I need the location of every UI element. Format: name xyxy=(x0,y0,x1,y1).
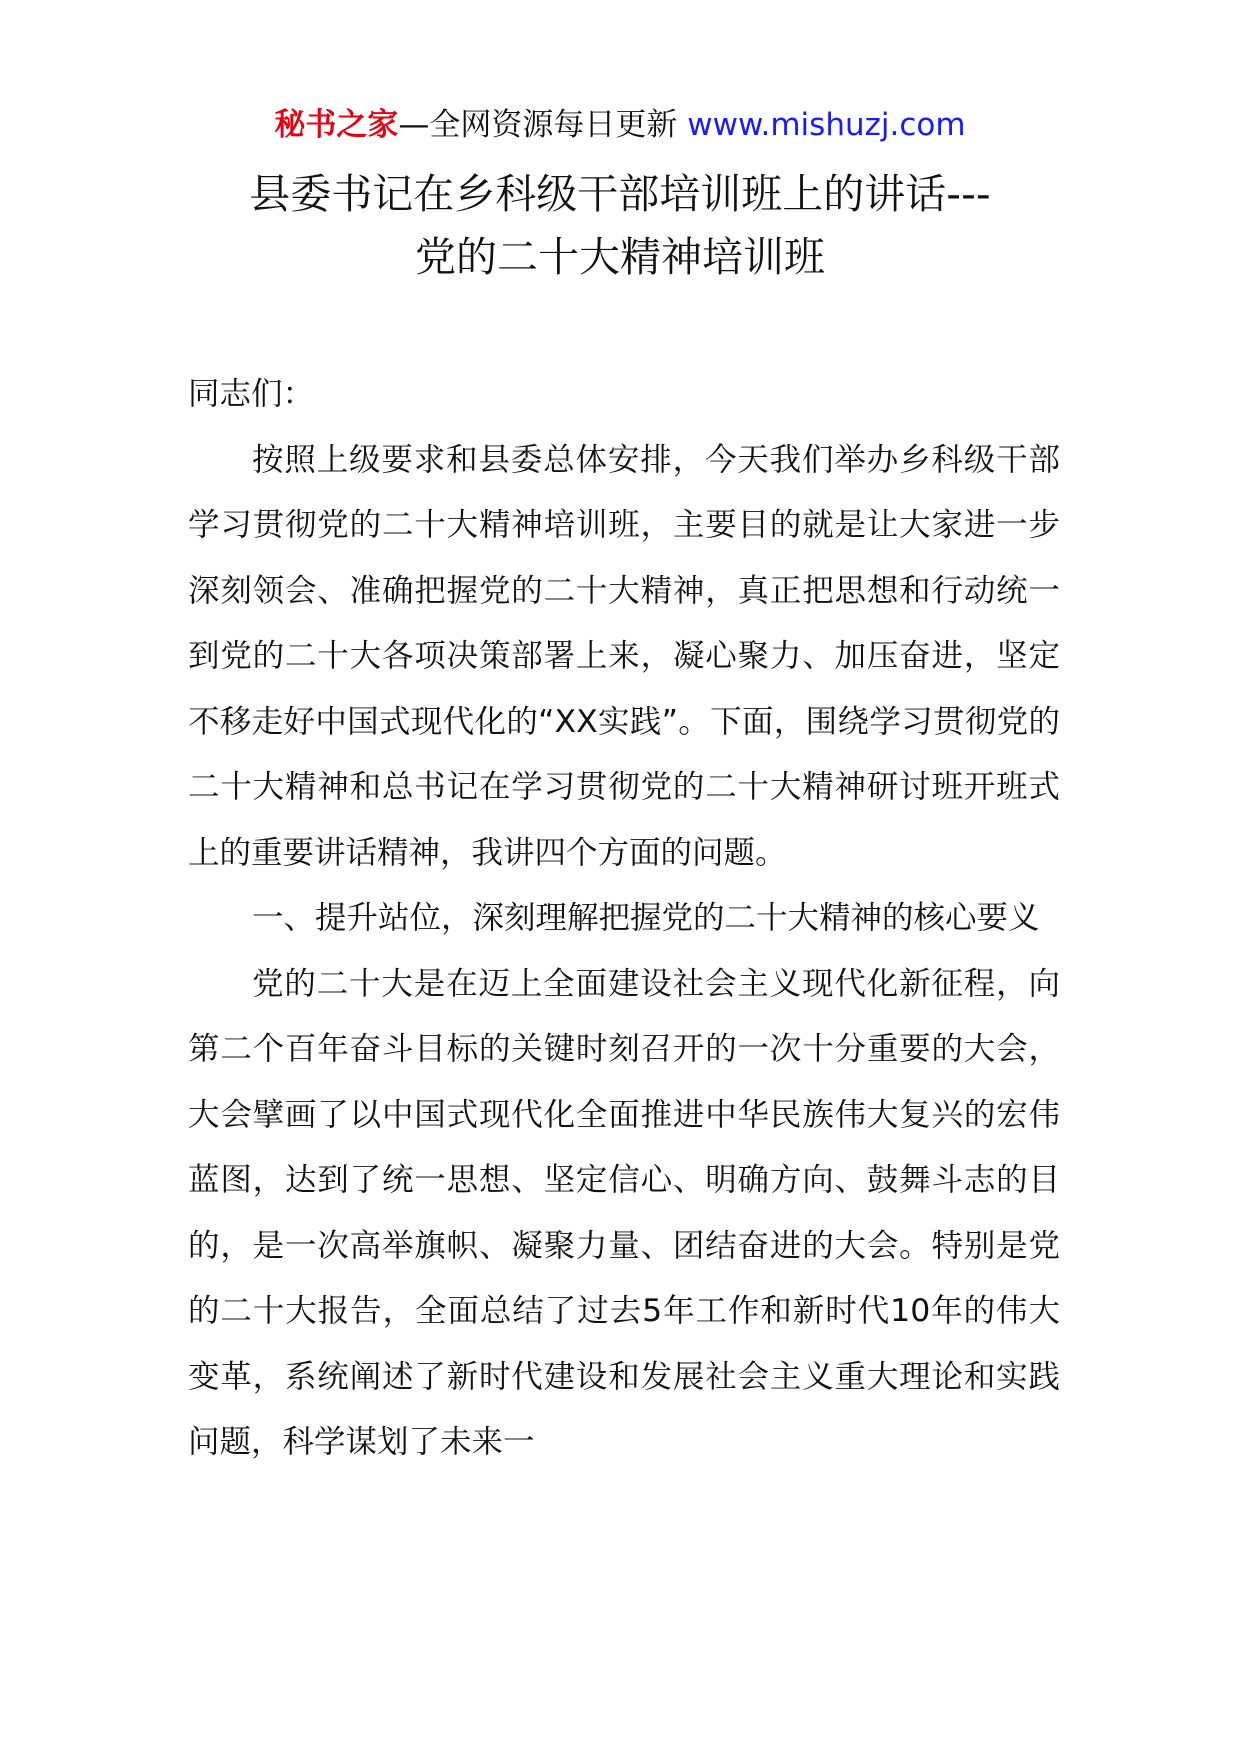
brand-name: 秘书之家 xyxy=(274,107,399,143)
section-heading-1: 一、提升站位，深刻理解把握党的二十大精神的核心要义 xyxy=(252,900,1040,936)
paragraph-intro: 按照上级要求和县委总体安排，今天我们举办乡科级干部学习贯彻党的二十大精神培训班，主要目的就是让大家进一步深刻领会、准确把握党的二十大精神，真正把思想和行动统一到党的二十大各项决策部署上来，凝心聚力、加压奋进，坚定不移走好中国式现代化的“XX实践”。下面，围绕学习贯彻党的二十大精神和总书记在学习贯彻党的二十大精神研讨班开班式上的重要讲话精神，我讲四个方面的问题。 xyxy=(188,441,1060,871)
document-body xyxy=(188,362,1060,1476)
site-header xyxy=(0,100,1240,150)
salutation: 同志们： xyxy=(188,376,315,412)
title-line-2: 党的二十大精神培训班 xyxy=(415,233,825,281)
site-url-link[interactable]: www.mishuzj.com xyxy=(687,107,966,143)
header-tagline: —全网资源每日更新 xyxy=(398,107,688,143)
paragraph-section-1: 党的二十大是在迈上全面建设社会主义现代化新征程，向第二个百年奋斗目标的关键时刻召开的一次十分重要的大会，大会擘画了以中国式现代化全面推进中华民族伟大复兴的宏伟蓝图，达到了统一思想、坚定信心、明确方向、鼓舞斗志的目的，是一次高举旗帜、凝聚力量、团结奋进的大会。特别是党的二十大报告，全面总结了过去5年工作和新时代10年的伟大变革，系统阐述了新时代建设和发展社会主义重大理论和实践问题，科学谋划了未来一 xyxy=(188,965,1060,1460)
title-line-1: 县委书记在乡科级干部培训班上的讲话--- xyxy=(249,170,991,218)
document-title xyxy=(0,163,1240,289)
